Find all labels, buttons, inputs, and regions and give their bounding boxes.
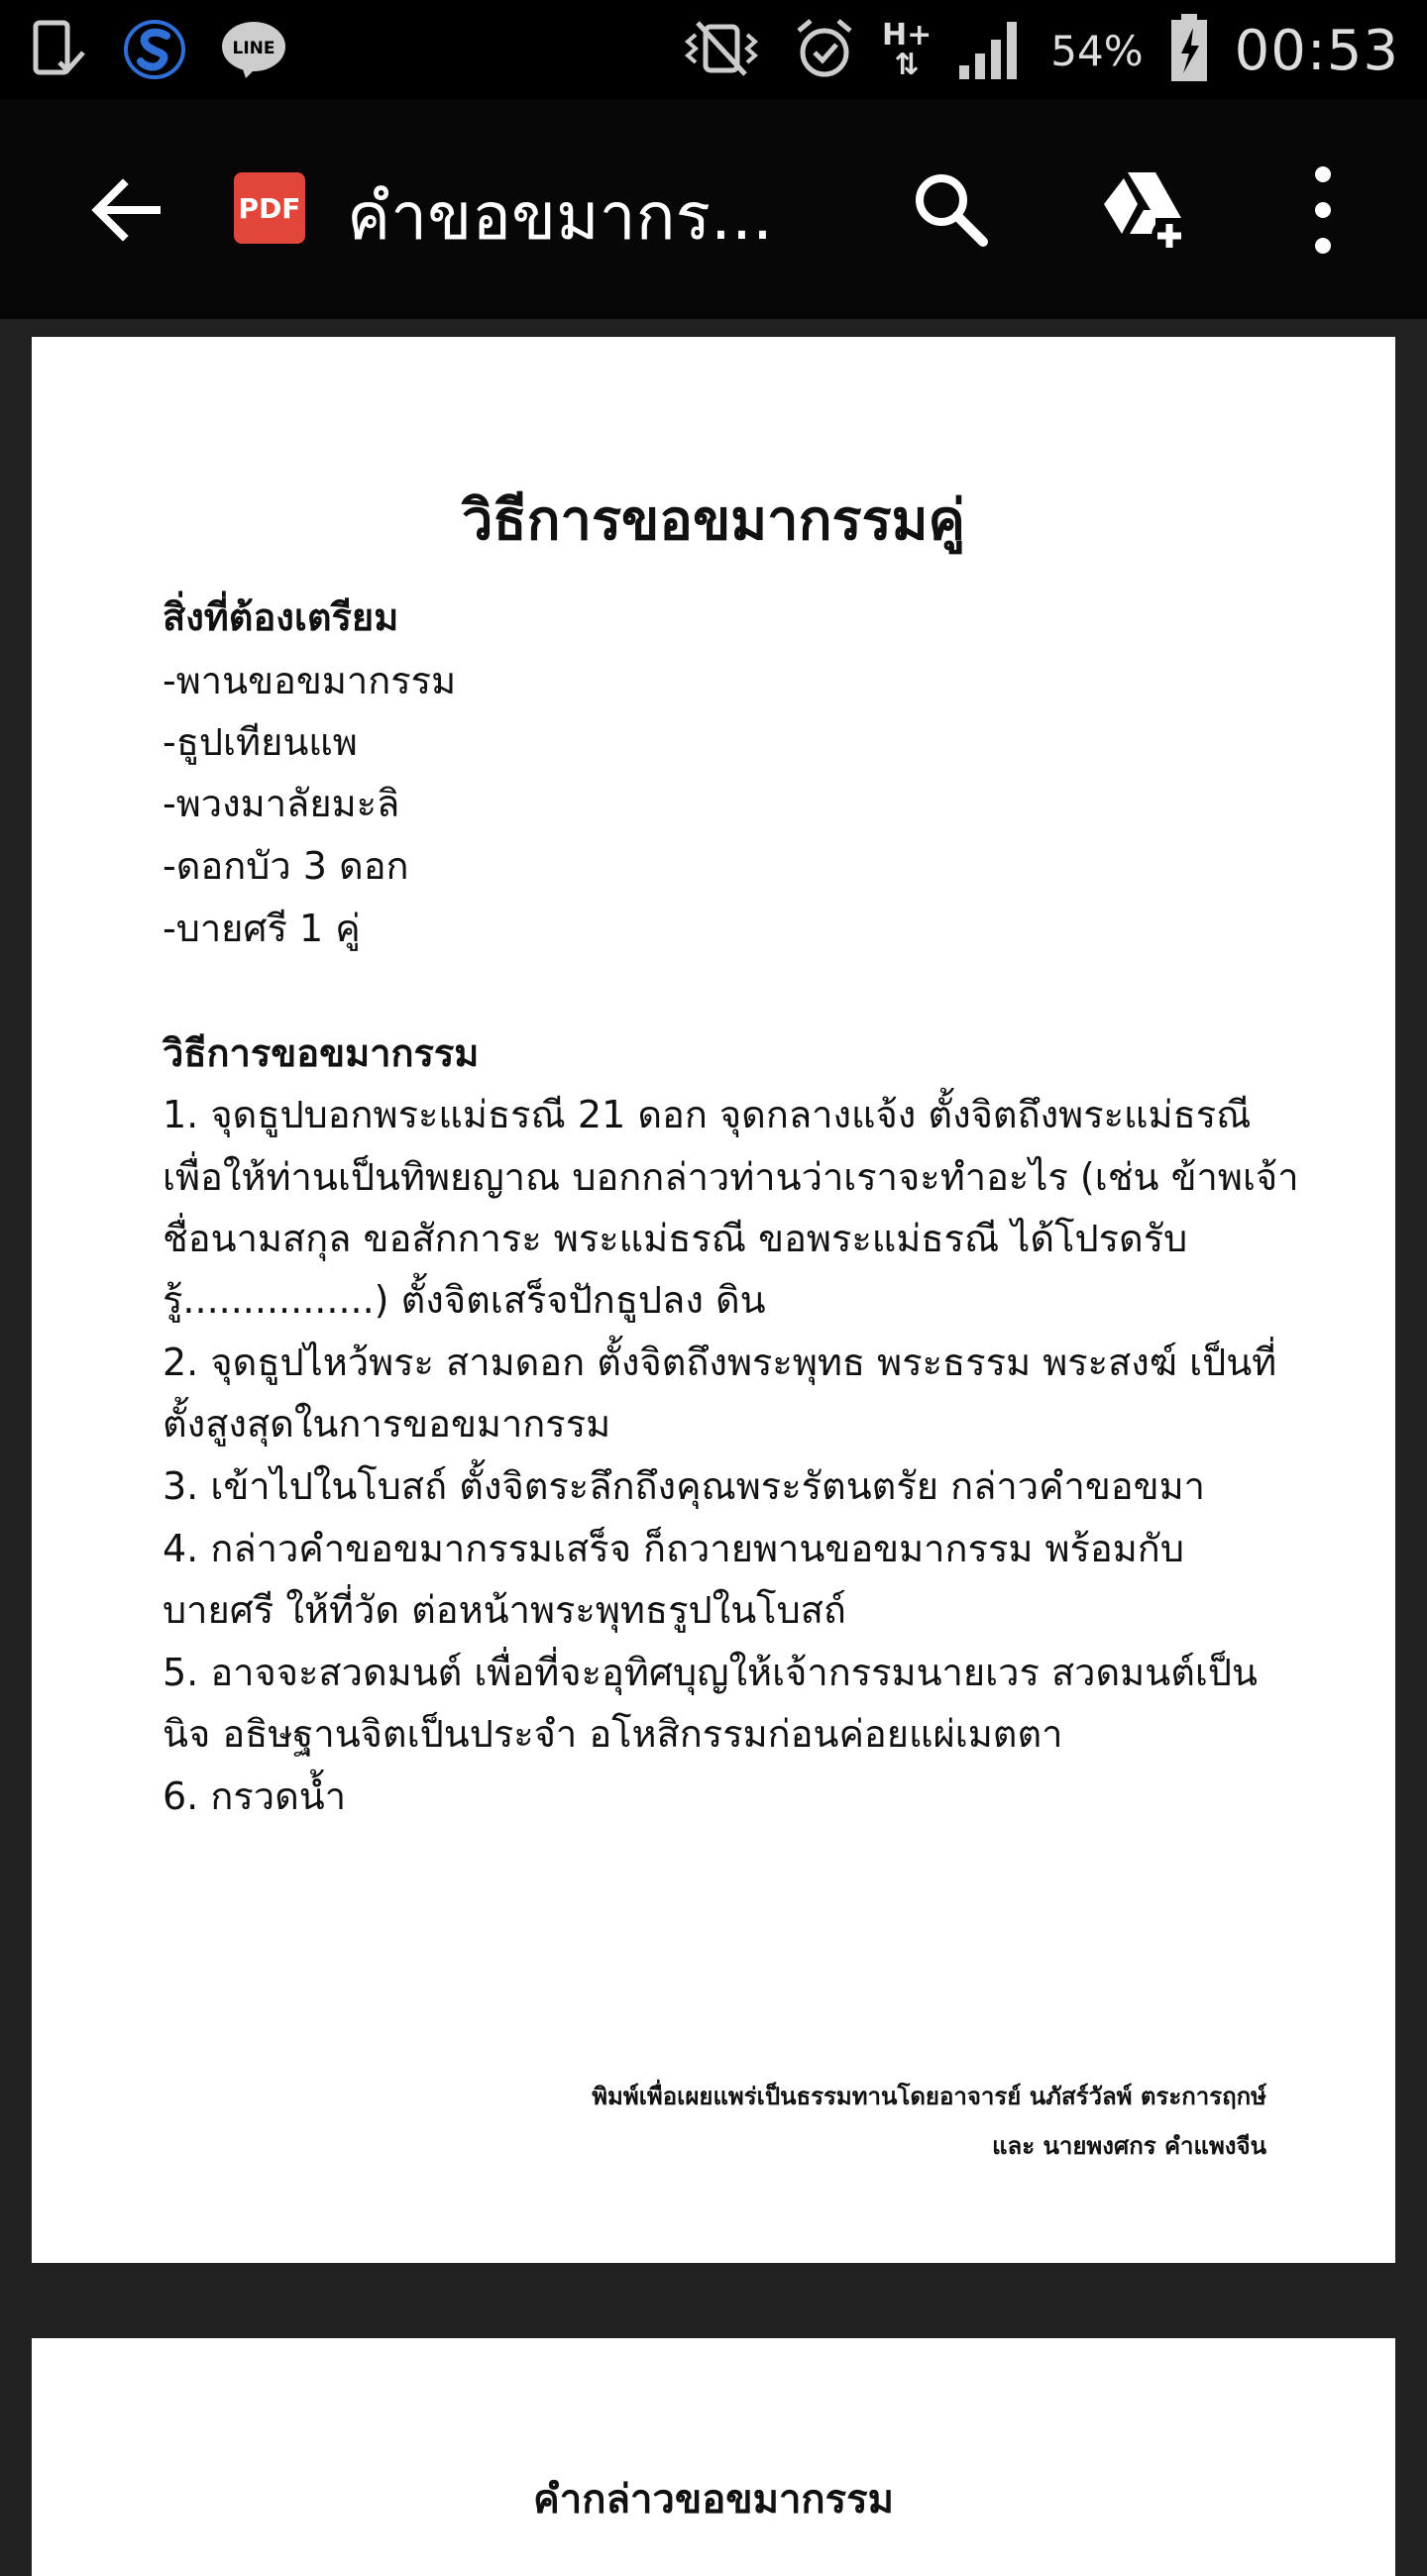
- prep-section-title: สิ่งที่ต้องเตรียม: [163, 595, 399, 639]
- network-type: [882, 18, 933, 82]
- method-line: นิจ อธิษฐานจิตเป็นประจำ อโหสิกรรมก่อนค่อยแผ่เมตตา: [163, 1712, 1063, 1756]
- data-arrows-icon: ⇅: [894, 48, 920, 82]
- s-app-icon: [123, 18, 186, 85]
- network-type-label: H+: [882, 18, 933, 53]
- method-line: ชื่อนามสกุล ขอสักการะ พระแม่ธรณี ขอพระแม่ธรณี ได้โปรดรับ: [163, 1217, 1188, 1260]
- method-line: ตั้งสูงสุดในการขอขมากรรม: [163, 1402, 611, 1446]
- method-line: 6. กรวดน้ำ: [163, 1774, 347, 1818]
- credit-line: และ นายพงศกร คำแพงจีน: [992, 2132, 1266, 2160]
- back-arrow-icon[interactable]: [85, 170, 165, 250]
- alarm-icon: [793, 17, 856, 84]
- prep-item: -บายศรี 1 คู่: [163, 907, 361, 950]
- method-line: เพื่อให้ท่านเป็นทิพยญาณ บอกกล่าวท่านว่าเราจะทำอะไร (เช่น ข้าพเจ้า: [163, 1155, 1299, 1199]
- method-section-title: วิธีการขอขมากรรม: [163, 1031, 480, 1075]
- method-line: บายศรี ให้ที่วัด ต่อหน้าพระพุทธรูปในโบสถ์: [163, 1588, 846, 1632]
- battery-percent: 54%: [1050, 26, 1144, 75]
- line-app-icon: [220, 19, 287, 84]
- app-bar: [0, 99, 1427, 319]
- prep-item: -พานขอขมากรรม: [163, 659, 457, 702]
- method-line: 3. เข้าไปในโบสถ์ ตั้งจิตระลึกถึงคุณพระรัตนตรัย กล่าวคำขอขมา: [163, 1464, 1205, 1508]
- page-title: วิธีการขอขมากรรมคู่: [461, 488, 966, 553]
- signal-icon: [957, 16, 1025, 85]
- page-2-title: คำกล่าวขอขมากรรม: [533, 2477, 894, 2522]
- drive-add-icon[interactable]: [1094, 164, 1193, 254]
- prep-item: -ดอกบัว 3 ดอก: [163, 844, 409, 888]
- method-line: 4. กล่าวคำขอขมากรรมเสร็จ ก็ถวายพานขอขมากรรม พร้อมกับ: [163, 1527, 1184, 1570]
- mute-vibrate-icon: [676, 17, 767, 84]
- method-line: รู้................) ตั้งจิตเสร็จปักธูปลง ดิน: [163, 1278, 766, 1322]
- document-title: คำขอขมากร...: [347, 178, 773, 255]
- method-line: 1. จุดธูปบอกพระแม่ธรณี 21 ดอก จุดกลางแจ้ง ตั้งจิตถึงพระแม่ธรณี: [163, 1093, 1252, 1136]
- prep-item: -ธูปเทียนแพ: [163, 720, 358, 764]
- more-vert-icon[interactable]: [1278, 164, 1368, 254]
- method-line: 5. อาจจะสวดมนต์ เพื่อที่จะอุทิศบุญให้เจ้ากรรมนายเวร สวดมนต์เป็น: [163, 1651, 1258, 1694]
- status-bar-left: [30, 18, 287, 85]
- status-bar-right: [676, 14, 1399, 87]
- pdf-file-icon: PDF: [234, 172, 305, 244]
- pdf-page-2: [32, 2338, 1395, 2576]
- method-line: 2. จุดธูปไหว้พระ สามดอก ตั้งจิตถึงพระพุทธ พระธรรม พระสงฆ์ เป็นที่: [163, 1341, 1277, 1384]
- credit-line: พิมพ์เพื่อเผยแพร่เป็นธรรมทานโดยอาจารย์ นภัสร์วัลพ์ ตระการฤกษ์: [592, 2083, 1266, 2110]
- battery-charging-icon: [1169, 14, 1209, 87]
- phone-check-icon: [30, 19, 89, 84]
- pdf-page-1: [32, 337, 1395, 2263]
- prep-item: -พวงมาลัยมะลิ: [163, 782, 400, 825]
- search-icon[interactable]: [906, 164, 995, 254]
- svg-text:LINE: LINE: [232, 39, 275, 58]
- status-time: 00:53: [1234, 18, 1399, 83]
- status-bar: [0, 0, 1427, 99]
